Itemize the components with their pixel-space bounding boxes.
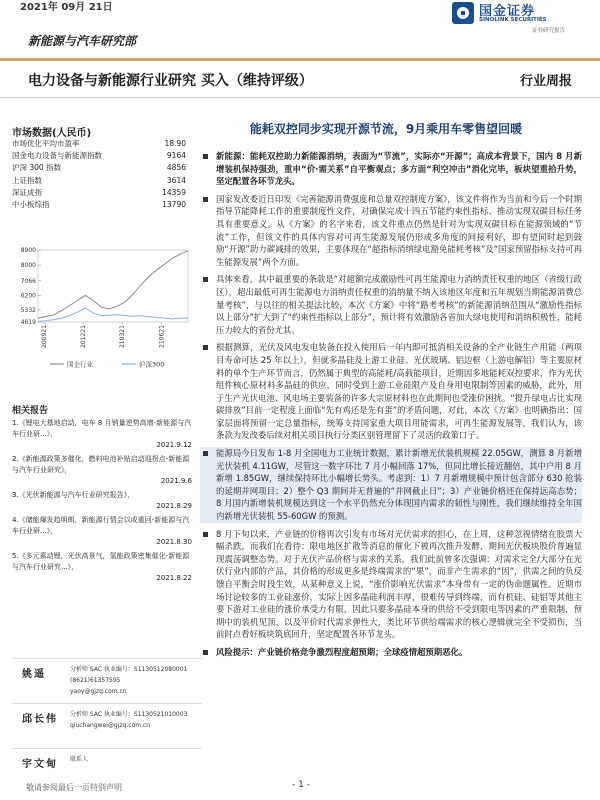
related-reports-title: 相关报告 [12,406,49,416]
article-paragraph: 根据测算，光伏及风电发电装备在投入使用后一年内即可抵消相关设备的全产业链生产用能（两项目寿命可达 25 年以上），但就多晶硅及上游工业硅、光伏玻璃、铝边框（上游电解铝）等主要原材料的单个生产环节而言，仍然属于典型的高能耗/高载能项目，近期因多地能耗双控要求，作为光伏组件核心原材料多晶硅的供应，同时受到上游工业硅限产及自身用电限制等因素的威胁，此外，用于生产光伏电池、风电场主要装备的许多大宗原材料也在此期间也受涨价困扰。“提升绿电占比实现碳排放”目前一定程度上面临“先有鸡还是先有蛋”的矛盾问题，对此，本次《方案》也明确指出：国家层面将预留一定总量指标，统筹支持国家重大项目用能需求，可再生能源发展等，我们认为，该条款为发改委后续对相关项目执行分类区别管理留下了灵活的政策口子。 [200,341,582,442]
footer-disclaimer: 敬请参阅最后一页特别声明 [26,783,122,792]
list-item[interactable]: 5.《多元素动锂，光伏高景气，氢能政策密集催化-新能源与汽车行业研究...》， 2021.8.22 [12,552,192,582]
logo-en-text: SINOLINK SECURITIES [479,17,547,23]
legend-label: 国金行业 [67,360,93,369]
market-label: 中小板综指 [12,199,50,209]
market-value: 3614 [166,175,186,185]
analyst-row: 邱长伟 分析师 SAC 执业编号：S1130521010003 qiuchangwei@gjzq.com.cn [12,703,202,748]
y-tick-label: 7066 [20,277,36,285]
market-value: 18.90 [164,139,186,148]
list-item[interactable]: 2.《新能源政策多催化，燃料电池补贴启动迎拐点-新能源与汽车行业研究》， 2021.9.6 [12,455,192,485]
analyst-row: 宇文甸 联系人 [12,748,202,793]
market-label: 国金电力设备与新能源指数 [12,151,102,161]
department-name: 新能源与汽车研究部 [28,34,137,48]
logo-cn-text: 国金证券 [479,4,536,19]
analyst-email[interactable]: qiuchangwei@gjzq.com.cn [70,722,151,729]
report-type: 行业周报 [519,74,572,89]
legend-label: 沪深300 [139,360,165,369]
page-number: - 1 - [292,780,310,790]
title-bar [0,58,600,98]
market-label: 上证指数 [12,175,42,185]
article-paragraph: 风险提示：产业链价格竞争激烈程度超预期；全球疫情超预期恶化。 [200,646,582,659]
market-data-table [12,138,186,211]
market-value: 4856 [166,163,186,173]
market-label: 市场优化平均市盈率 [12,139,80,148]
list-item[interactable]: 3.《光伏新能源与汽车行业研究报告》， 2021.8.29 [12,491,192,510]
article-body [200,150,582,664]
y-tick-label: 6200 [20,292,36,300]
market-label: 沪深 300 指数 [12,163,62,173]
article-paragraph: 具体来看，其中最重要的条款是“对超额完成激励性可再生能源电力消纳责任权重的地区（省级行政区），超出最低可再生能源电力消纳责任权重的消纳量不纳入该地区年度和五年规划当期能源消费总量考核”，与以往的相关提法比较，本次《方案》中将“路考考核”的新能源消纳范围从“激励性指标以上部分”扩大到了“约束性指标以上部分”，预计将有效激励各省加大绿电使用和消纳积极性，能耗压力较大的省份尤其。 [200,273,582,336]
article-title: 能耗双控同步实现开源节流，9月乘用车零售望回暖 [249,122,523,136]
market-data-title: 市场数据(人民币) [12,128,92,139]
market-row [12,175,186,187]
market-row [12,162,186,174]
market-row [12,150,186,162]
x-tick-label: 201221 [80,325,88,348]
analyst-row: 姚遥 分析师 SAC 执业编号：S1130512080001 (8621)61357595 yaoy@gjzq.com.cn [12,658,202,703]
analyst-name: 宇文甸 [22,759,58,770]
analyst-name: 姚遥 [22,669,46,680]
series-line [38,308,188,322]
article-paragraph: 能源局今日发布 1-8 月全国电力工业统计数据，累计新增光伏装机规模 22.05GW，测算 8 月新增光伏装机 4.11GW，尽管这一数字环比 7 月小幅回落 17%，但同比增长接近翻倍，其中户用 8 月新增 1.85GW，继续保持环比小幅增长势头。考虑到：1）7 月新增规模中预计包含部分 630 抢装的延期并网项目；2）整个 Q3 期间并无普遍的“并网截止日”；3）产业链价格还在保持远高态势；8 月国内新增装机规模达到这一个水平仍然充分体现国内需求的韧性与刚性，我们继续维持全年国内新增光伏装机 55-60GW 的预测。 [200,447,582,523]
market-value: 9164 [166,151,186,161]
list-item[interactable]: 4.《储能爆发趋明朗，新能源行情会以或重回-新能源与汽车行业研...》， 2021.8.30 [12,516,192,546]
article-paragraph: 8 月下旬以来，产业链的价格再次引发有市场对光伏需求的担心，在上周，这种忽视情绪在股票大幅杀跌，而我们在看待：限电地区扩散等消息的催化下被再次推升发酵，期间光伏板块股价普遍显现震荡调整态势。对于光伏产品价格与需求的关系，我们此前曾多次强调：对需求完全/大部分在光伏行业内部的产品，其价格的形成更多是终端需求的“果”，而非产生需求的“因”，供需之间的负反馈自平衡会时段生效，从某种意义上说，“涨价影响光伏需求”本身带有一定的伪命题属性。近期市场讨论较多的工业硅涨价，实际上因多晶硅利润丰厚，很难传导到终端，而有机硅、硅铝等其他主要下游对工业硅的涨价承受力有限，因此只要多晶硅本身的供给不受到限电等因素的严重限制，预期中的装机见顶，以及平价时代需求弹性大，类比环节供给端需求的核心逻辑就完全不受损伤，当前时点看好板块筑底回升，坚定配置各环节龙头。 [200,528,582,641]
logo-icon [452,2,474,24]
market-row [12,199,186,211]
analyst-email[interactable]: yaoy@gjzq.com.cn [70,688,127,695]
article-paragraph: 新能源：能耗双控助力新能源消纳，表面为“节流”，实际亦“开源”；高成本背景下，国内 8 月新增装机保持强劲，重申“价·需关系”自平衡观点；多方面“利空冲击”消化完毕，板块望重拾升势，坚定配置各环节龙头。 [200,150,582,188]
market-value: 14359 [162,187,186,197]
x-tick-label: 200921 [41,325,48,348]
x-tick-label: 210321 [119,325,127,348]
report-title: 电力设备与新能源行业研究 买入（维持评级） [28,73,313,89]
series-line [38,251,188,318]
market-value: 13790 [162,199,186,209]
related-reports-list [12,418,192,587]
y-tick-label: 8000 [20,262,36,270]
y-tick-label: 4619 [20,319,36,326]
list-item[interactable]: 1.《锂电大基地启动，电车 8 月销量逆势高增-新能源与汽车行业研...》， 2021.9.12 [12,419,192,449]
x-tick-label: 210621 [158,325,166,348]
sinolink-logo [452,0,570,42]
analyst-name: 邱长伟 [22,714,58,725]
index-line-chart [12,244,192,379]
article-paragraph: 国家发改委近日印发《完善能源消费强度和总量双控制度方案》，该文件将作为当前和今后一个时期指导节能降耗工作的重要制度性文件，对确保完成十四五节能约束性指标、推动实现双碳目标任务具有重要意义。从《方案》的名字来看，该文件重点仍然是针对为实现双碳目标在能源领域的“节流”工作，但该文件的具体内容对可再生能源发展仍形成多角度的间接利好，即有望同时起到鼓励“开源”助力碳减排的效果，主要体现在“超指标消纳绿电豁免能耗考核”及“国家预留指标支持可再生能源发展”两个方面。 [200,193,582,269]
y-tick-label: 8900 [20,247,36,254]
market-row [12,138,186,150]
y-tick-label: 5332 [20,307,36,315]
market-row [12,187,186,199]
analyst-list [12,658,202,793]
report-date: 2021年 09月 21日 [20,2,113,13]
logo-tagline: 证券研究报告 [532,28,566,34]
market-label: 深证成指 [12,187,42,197]
